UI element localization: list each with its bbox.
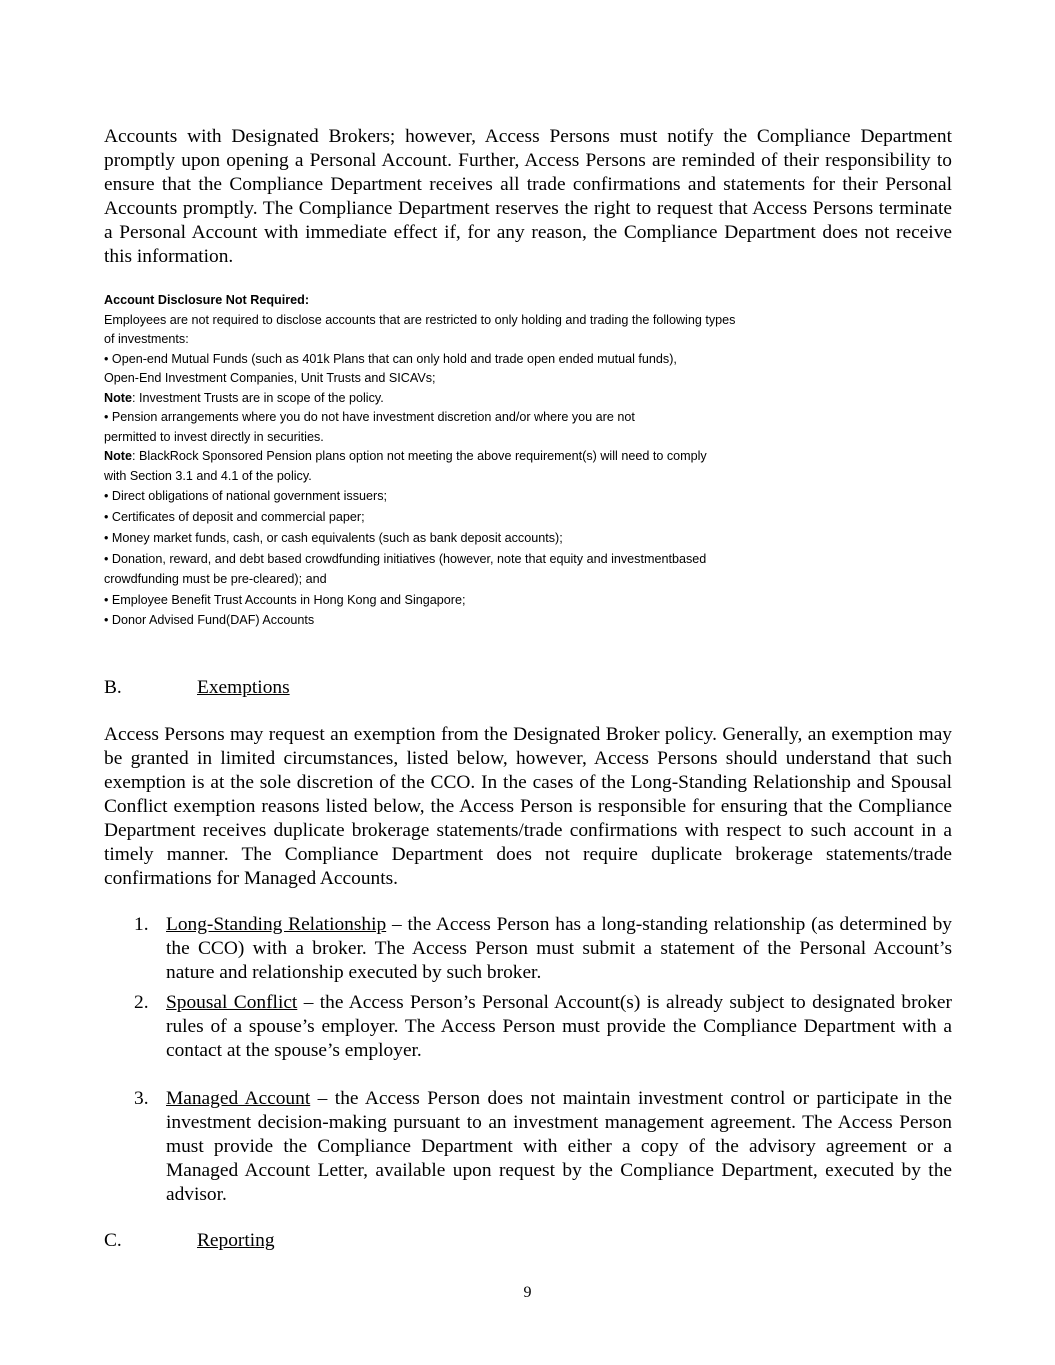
note-label: Note [104, 390, 132, 405]
item-number: 1. [134, 914, 149, 935]
disclosure-line: • Open-end Mutual Funds (such as 401k Plans that can only hold and trade open ended mutual funds), [104, 351, 677, 366]
section-letter: C. [104, 1230, 122, 1251]
disclosure-bullet: • Donor Advised Fund(DAF) Accounts [104, 612, 315, 627]
disclosure-heading: Account Disclosure Not Required: [104, 293, 310, 307]
item-term: Spousal Conflict [166, 992, 298, 1013]
exemption-list [104, 991, 952, 1063]
exemption-item-spousal [104, 991, 952, 1063]
note-text: : Investment Trusts are in scope of the policy. [132, 390, 384, 405]
disclosure-line: permitted to invest directly in securities. [104, 429, 324, 444]
disclosure-bullet: • Direct obligations of national government issuers; [104, 489, 388, 503]
item-term: Managed Account [166, 1088, 311, 1109]
note-label: Note [104, 449, 132, 463]
section-c-heading [104, 1229, 275, 1253]
disclosure-line: of investments: [104, 332, 189, 346]
section-b-heading [104, 676, 290, 700]
disclosure-line: with Section 3.1 and 4.1 of the policy. [104, 468, 312, 483]
disclosure-bullet: • Certificates of deposit and commercial paper; [104, 510, 365, 524]
exemption-list [104, 1087, 952, 1207]
disclosure-note [104, 389, 864, 409]
disclosure-bullet: • Employee Benefit Trust Accounts in Hong Kong and Singapore; [104, 592, 466, 607]
item-text: – the Access Person has a long-standing relationship (as determined by the CCO) with a broker. The Access Person must submit a statement of the Personal Account’s nature and relationship executed by such broker. [166, 914, 952, 983]
disclosure-bullet: • Money market funds, cash, or cash equivalents (such as bank deposit accounts); [104, 531, 563, 545]
section-title: Exemptions [197, 677, 290, 698]
item-term: Long-Standing Relationship [166, 914, 387, 935]
intro-paragraph: Accounts with Designated Brokers; however, Access Persons must notify the Compliance Department promptly upon opening a Personal Account. Further, Access Persons are reminded of their responsibility to ensure that the Compliance Department receives all trade confirmations and statements for their Personal Accounts promptly. The Compliance Department reserves the right to request that Access Persons terminate a Personal Account with immediate effect if, for any reason, the Compliance Department does not receive this information. [104, 126, 952, 267]
exemptions-paragraph: Access Persons may request an exemption from the Designated Broker policy. Generally, an exemption may be granted in limited circumstances, listed below, however, Access Persons should understand that such exemption is at the sole discretion of the CCO. In the cases of the Long-Standing Relationship and Spousal Conflict exemption reasons listed below, the Access Person is responsible for ensuring that the Compliance Department receives duplicate brokerage statements/trade confirmations with respect to such account in a timely manner. The Compliance Department does not require duplicate brokerage statements/trade confirmations for Managed Accounts. [104, 724, 952, 889]
item-number: 2. [134, 992, 149, 1013]
page-number: 9 [523, 1284, 532, 1301]
item-text: – the Access Person’s Personal Account(s) is already subject to designated broker rules of a spouse’s employer. The Access Person must provide the Compliance Department with a contact at the spouse’s employer. [166, 992, 953, 1061]
disclosure-line: Open-End Investment Companies, Unit Trusts and SICAVs; [104, 371, 436, 385]
disclosure-bullet: • Donation, reward, and debt based crowdfunding initiatives (however, note that equity and investmentbased [104, 552, 707, 566]
item-text: – the Access Person does not maintain investment control or participate in the investment decision-making pursuant to an investment management agreement. The Access Person must provide the Compliance Department with either a copy of the advisory agreement or a Managed Account Letter, available upon request by the Compliance Department, executed by the advisor. [166, 1088, 952, 1205]
note-text: : BlackRock Sponsored Pension plans option not meeting the above requirement(s) will need to comply [132, 449, 707, 463]
exemption-item-managed [104, 1087, 952, 1207]
disclosure-line: crowdfunding must be pre-cleared); and [104, 572, 327, 586]
disclosure-note [104, 447, 864, 467]
disclosure-line: • Pension arrangements where you do not have investment discretion and/or where you are not [104, 410, 635, 424]
exemption-item-long-standing [104, 913, 952, 985]
account-disclosure-box [104, 291, 864, 630]
item-number: 3. [134, 1088, 149, 1109]
section-title: Reporting [197, 1230, 275, 1251]
disclosure-line: Employees are not required to disclose accounts that are restricted to only holding and trading the following types [104, 312, 736, 327]
section-letter: B. [104, 677, 122, 698]
exemption-list [104, 913, 952, 985]
